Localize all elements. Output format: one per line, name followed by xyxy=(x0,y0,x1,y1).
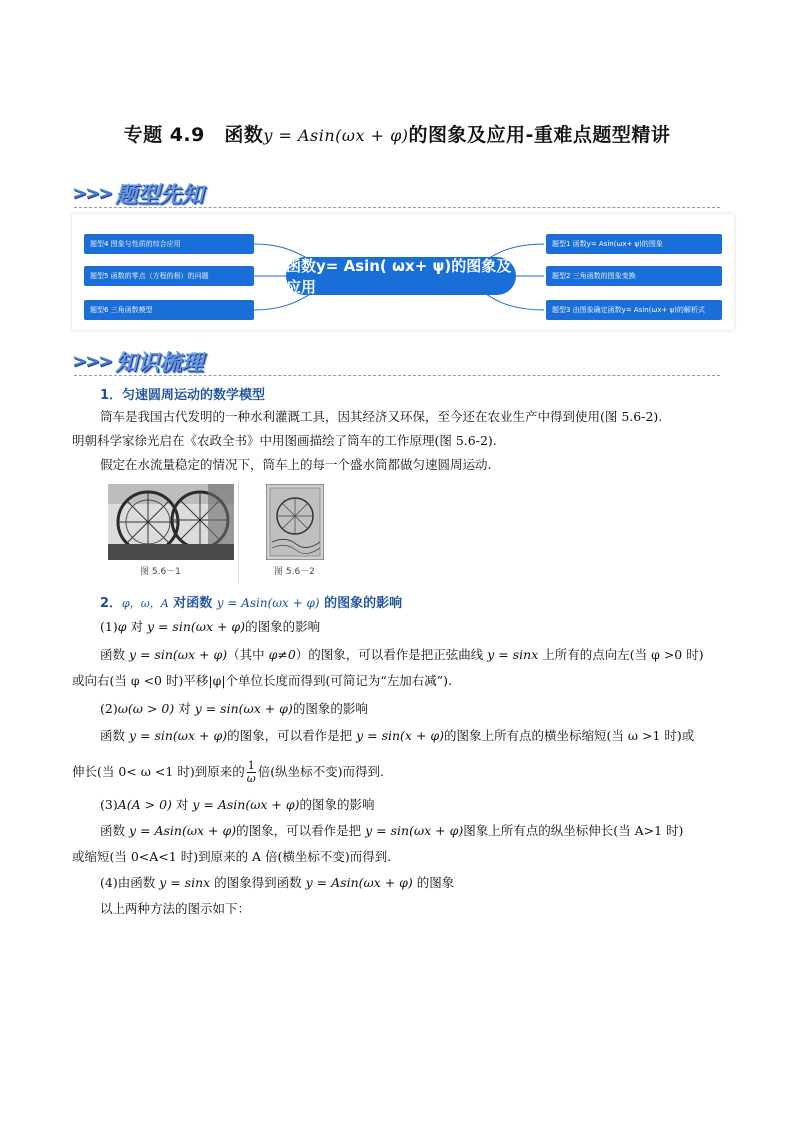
figure-caption: 图 5.6－1 xyxy=(140,567,181,577)
text: 伸长(当 0< ω <1 时)到原来的 xyxy=(72,764,245,779)
mindmap-node-type5: 题型5 函数的零点（方程的根）的问题 xyxy=(84,266,254,286)
math: y = sin(ωx + φ) xyxy=(365,823,464,838)
text: (3) xyxy=(100,797,118,812)
text: 的图象上所有点的横坐标缩短(当 ω >1 时)或 xyxy=(444,728,695,743)
text: 函数 xyxy=(100,647,129,662)
figure-waterwheel-drawing xyxy=(266,484,326,580)
figure-separator xyxy=(238,480,239,584)
text: (2) xyxy=(100,701,118,716)
paragraph-line xyxy=(100,820,683,842)
fraction-denominator: ω xyxy=(246,772,256,785)
math: y = Asin(ωx + φ) xyxy=(128,823,237,838)
paragraph-line: 假定在水流量稳定的情况下，筒车上的每一个盛水筒都做匀速圆周运动. xyxy=(100,457,492,472)
section-1-heading: 1．匀速圆周运动的数学模型 xyxy=(100,388,266,403)
figure-caption: 图 5.6－2 xyxy=(274,567,315,577)
subsection-4-title xyxy=(100,872,454,894)
math: φ xyxy=(117,619,127,634)
text: 倍(纵坐标不变)而得到. xyxy=(257,764,384,779)
waterwheel-drawing-image xyxy=(266,484,324,560)
title-prefix: 专题 4.9 函数 xyxy=(123,124,264,146)
banner-arrows-icon: >>> xyxy=(72,350,112,372)
waterwheel-photo-image xyxy=(108,484,234,560)
text: (1) xyxy=(100,619,118,634)
text: ）的图象，可以看作是把正弦曲线 xyxy=(295,647,488,662)
mindmap-node-type6: 题型6 三角函数模型 xyxy=(84,300,254,320)
text: 的图象 xyxy=(412,875,455,890)
paragraph-line: 筒车是我国古代发明的一种水利灌溉工具，因其经济又环保，至今还在农业生产中得到使用(图 5.6-2). xyxy=(100,409,663,424)
math: y = sin(ωx + φ) xyxy=(194,701,293,716)
math: φ≠0 xyxy=(268,647,296,662)
banner-title: 题型先知 xyxy=(115,182,204,208)
paragraph-line xyxy=(100,644,704,666)
math: y = sinx xyxy=(159,875,211,890)
math: y = Asin(ωx + φ) xyxy=(305,875,413,890)
heading-prefix: 2． xyxy=(100,596,123,611)
title-formula: y = Asin(ωx + φ) xyxy=(263,126,409,145)
page-title xyxy=(0,120,794,147)
math: y = Asin(ωx + φ) xyxy=(192,797,300,812)
paragraph-line: 以上两种方法的图示如下： xyxy=(100,901,251,916)
divider xyxy=(74,375,720,376)
text: 函数 xyxy=(100,823,129,838)
subsection-1-title xyxy=(100,616,320,638)
math: y = sin(ωx + φ) xyxy=(128,728,228,743)
heading-mid: 对函数 xyxy=(168,596,217,611)
paragraph-line: 明朝科学家徐光启在《农政全书》中用图画描绘了筒车的工作原理(图 5.6-2). xyxy=(72,433,497,448)
subsection-3-title xyxy=(100,794,375,816)
mindmap-node-type3: 题型3 由图象确定函数y= Asin(ωx+ ψ)的解析式 xyxy=(546,300,722,320)
section-2-heading xyxy=(100,592,402,611)
heading-suffix: 的图象的影响 xyxy=(319,596,403,611)
section-banner-preview xyxy=(72,176,203,210)
math: y = sin(ωx + φ) xyxy=(146,619,246,634)
paragraph-line xyxy=(72,760,384,785)
text: 的图象的影响 xyxy=(299,797,375,812)
divider xyxy=(74,207,720,208)
text: 上所有的点向左(当 φ >0 时) xyxy=(538,647,704,662)
text: 的图象的影响 xyxy=(292,701,368,716)
math: ω(ω > 0) xyxy=(117,701,175,716)
text: (4)由函数 xyxy=(100,875,160,890)
text: 图象上所有点的纵坐标伸长(当 A>1 时) xyxy=(463,823,684,838)
mindmap-node-type2: 题型2 三角函数的图象变换 xyxy=(546,266,722,286)
section-banner-knowledge xyxy=(72,344,203,378)
mindmap-center-node: 函数y= Asin( ωx+ ψ)的图象及应用 xyxy=(286,257,516,295)
paragraph-line: 或向右(当 φ <0 时)平移|φ|个单位长度而得到(可简记为“左加右减”). xyxy=(72,673,453,688)
text: 的图象得到函数 xyxy=(210,875,306,890)
heading-formula: y = Asin(ωx + φ) xyxy=(216,596,320,610)
math: y = sin(ωx + φ) xyxy=(128,647,228,662)
text: 对 xyxy=(126,619,147,634)
fraction-numerator: 1 xyxy=(247,759,255,772)
mindmap-node-type4: 题型4 图象与性质的综合应用 xyxy=(84,234,254,254)
figure-waterwheel-photo xyxy=(108,484,234,580)
fraction xyxy=(247,760,256,785)
banner-title: 知识梳理 xyxy=(115,350,204,376)
math: A(A > 0) xyxy=(117,797,172,812)
title-suffix: 的图象及应用-重难点题型精讲 xyxy=(408,124,671,146)
text: 的图象，可以看作是把 xyxy=(227,728,357,743)
text: 对 xyxy=(174,701,195,716)
math: y = sinx xyxy=(487,647,539,662)
heading-symbols: φ，ω，A xyxy=(122,597,169,610)
paragraph-line xyxy=(100,725,694,747)
math: y = sin(x + φ) xyxy=(356,728,445,743)
text: 的图象，可以看作是把 xyxy=(236,823,366,838)
mindmap-node-type1: 题型1 函数y= Asin(ωx+ ψ)的图象 xyxy=(546,234,722,254)
text: 对 xyxy=(171,797,193,812)
subsection-2-title xyxy=(100,698,368,720)
text: （其中 xyxy=(227,647,269,662)
mind-map xyxy=(72,214,734,330)
text: 的图象的影响 xyxy=(245,619,321,634)
text: 函数 xyxy=(100,728,129,743)
banner-arrows-icon: >>> xyxy=(72,182,112,204)
paragraph-line: 或缩短(当 0<A<1 时)到原来的 A 倍(横坐标不变)而得到. xyxy=(72,849,392,864)
